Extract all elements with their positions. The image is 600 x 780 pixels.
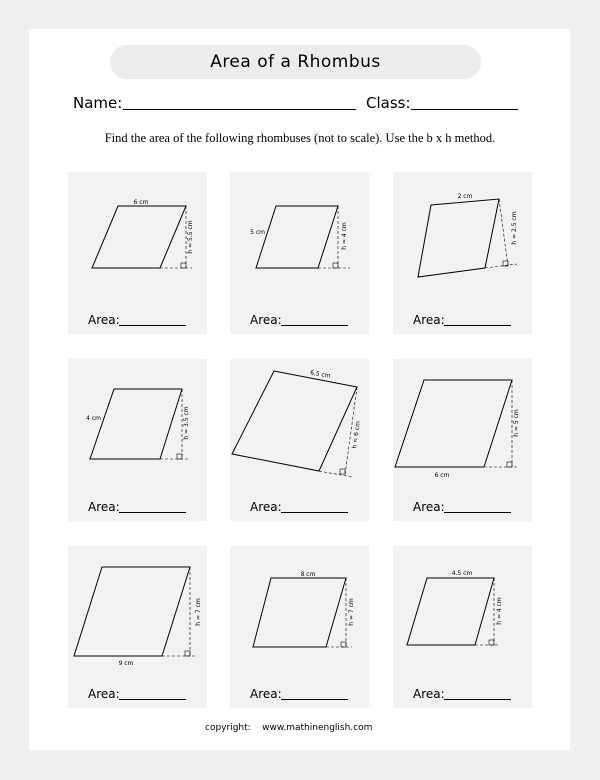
rhombus-figure-8 bbox=[230, 546, 369, 676]
copyright-footer: copyright: www.mathinenglish.com bbox=[205, 723, 373, 733]
problem-card-5 bbox=[230, 359, 369, 521]
problem-card-6 bbox=[393, 359, 532, 521]
height-label: h = 2.5 cm bbox=[511, 211, 518, 245]
area-label: Area: bbox=[413, 500, 445, 514]
rhombus-figure-3 bbox=[393, 172, 532, 302]
area-answer-field[interactable] bbox=[119, 325, 186, 326]
area-answer-field[interactable] bbox=[281, 512, 348, 513]
problem-card-2 bbox=[230, 172, 369, 334]
area-answer-field[interactable] bbox=[444, 699, 511, 700]
base-label: 4.5 cm bbox=[451, 570, 473, 577]
height-label: h = 5.5 cm bbox=[187, 220, 194, 254]
problem-card-7 bbox=[68, 546, 207, 708]
instructions: Find the area of the following rhombuses (not to scale). Use the b x h method. bbox=[104, 131, 496, 145]
base-label: 6.5 cm bbox=[309, 369, 332, 380]
rhombus-figure-6 bbox=[393, 359, 532, 489]
height-label: h = 7 cm bbox=[195, 598, 202, 626]
area-answer-field[interactable] bbox=[119, 512, 186, 513]
rhombus-figure-9 bbox=[393, 546, 532, 676]
height-label: h = 4 cm bbox=[341, 222, 348, 250]
base-label: 6 cm bbox=[133, 199, 149, 206]
rhombus-figure-4 bbox=[68, 359, 207, 489]
height-label: h = 5 cm bbox=[513, 409, 520, 437]
area-label: Area: bbox=[413, 687, 445, 701]
area-label: Area: bbox=[250, 313, 282, 327]
area-label: Area: bbox=[413, 313, 445, 327]
rhombus-figure-2 bbox=[230, 172, 369, 302]
base-label: 9 cm bbox=[118, 660, 134, 667]
area-label: Area: bbox=[88, 500, 120, 514]
rhombus-figure-7 bbox=[68, 546, 207, 676]
title-text: Area of a Rhombus bbox=[210, 52, 381, 72]
name-label: Name: bbox=[73, 94, 123, 112]
area-answer-field[interactable] bbox=[444, 325, 511, 326]
side-label: 5 cm bbox=[250, 229, 265, 236]
problem-card-9 bbox=[393, 546, 532, 708]
height-label: h = 4 cm bbox=[496, 597, 503, 625]
problem-card-3 bbox=[393, 172, 532, 334]
area-label: Area: bbox=[250, 687, 282, 701]
problem-card-1 bbox=[68, 172, 207, 334]
worksheet-title bbox=[110, 45, 481, 79]
area-answer-field[interactable] bbox=[281, 325, 348, 326]
area-label: Area: bbox=[88, 313, 120, 327]
base-label: 2 cm bbox=[457, 193, 473, 200]
area-answer-field[interactable] bbox=[119, 699, 186, 700]
name-field[interactable] bbox=[123, 109, 356, 110]
area-label: Area: bbox=[88, 687, 120, 701]
class-label: Class: bbox=[366, 94, 411, 112]
class-field[interactable] bbox=[411, 109, 518, 110]
height-label: h = 6 cm bbox=[351, 420, 362, 449]
base-label: 6 cm bbox=[434, 472, 450, 479]
area-answer-field[interactable] bbox=[444, 512, 511, 513]
rhombus-figure-5 bbox=[230, 359, 369, 489]
height-label: h = 3.5 cm bbox=[183, 406, 190, 440]
problem-card-4 bbox=[68, 359, 207, 521]
area-label: Area: bbox=[250, 500, 282, 514]
base-label: 8 cm bbox=[300, 571, 316, 578]
height-label: h = 7 cm bbox=[348, 598, 355, 626]
side-label: 4 cm bbox=[86, 415, 101, 422]
problem-card-8 bbox=[230, 546, 369, 708]
rhombus-figure-1 bbox=[68, 172, 207, 302]
area-answer-field[interactable] bbox=[281, 699, 348, 700]
